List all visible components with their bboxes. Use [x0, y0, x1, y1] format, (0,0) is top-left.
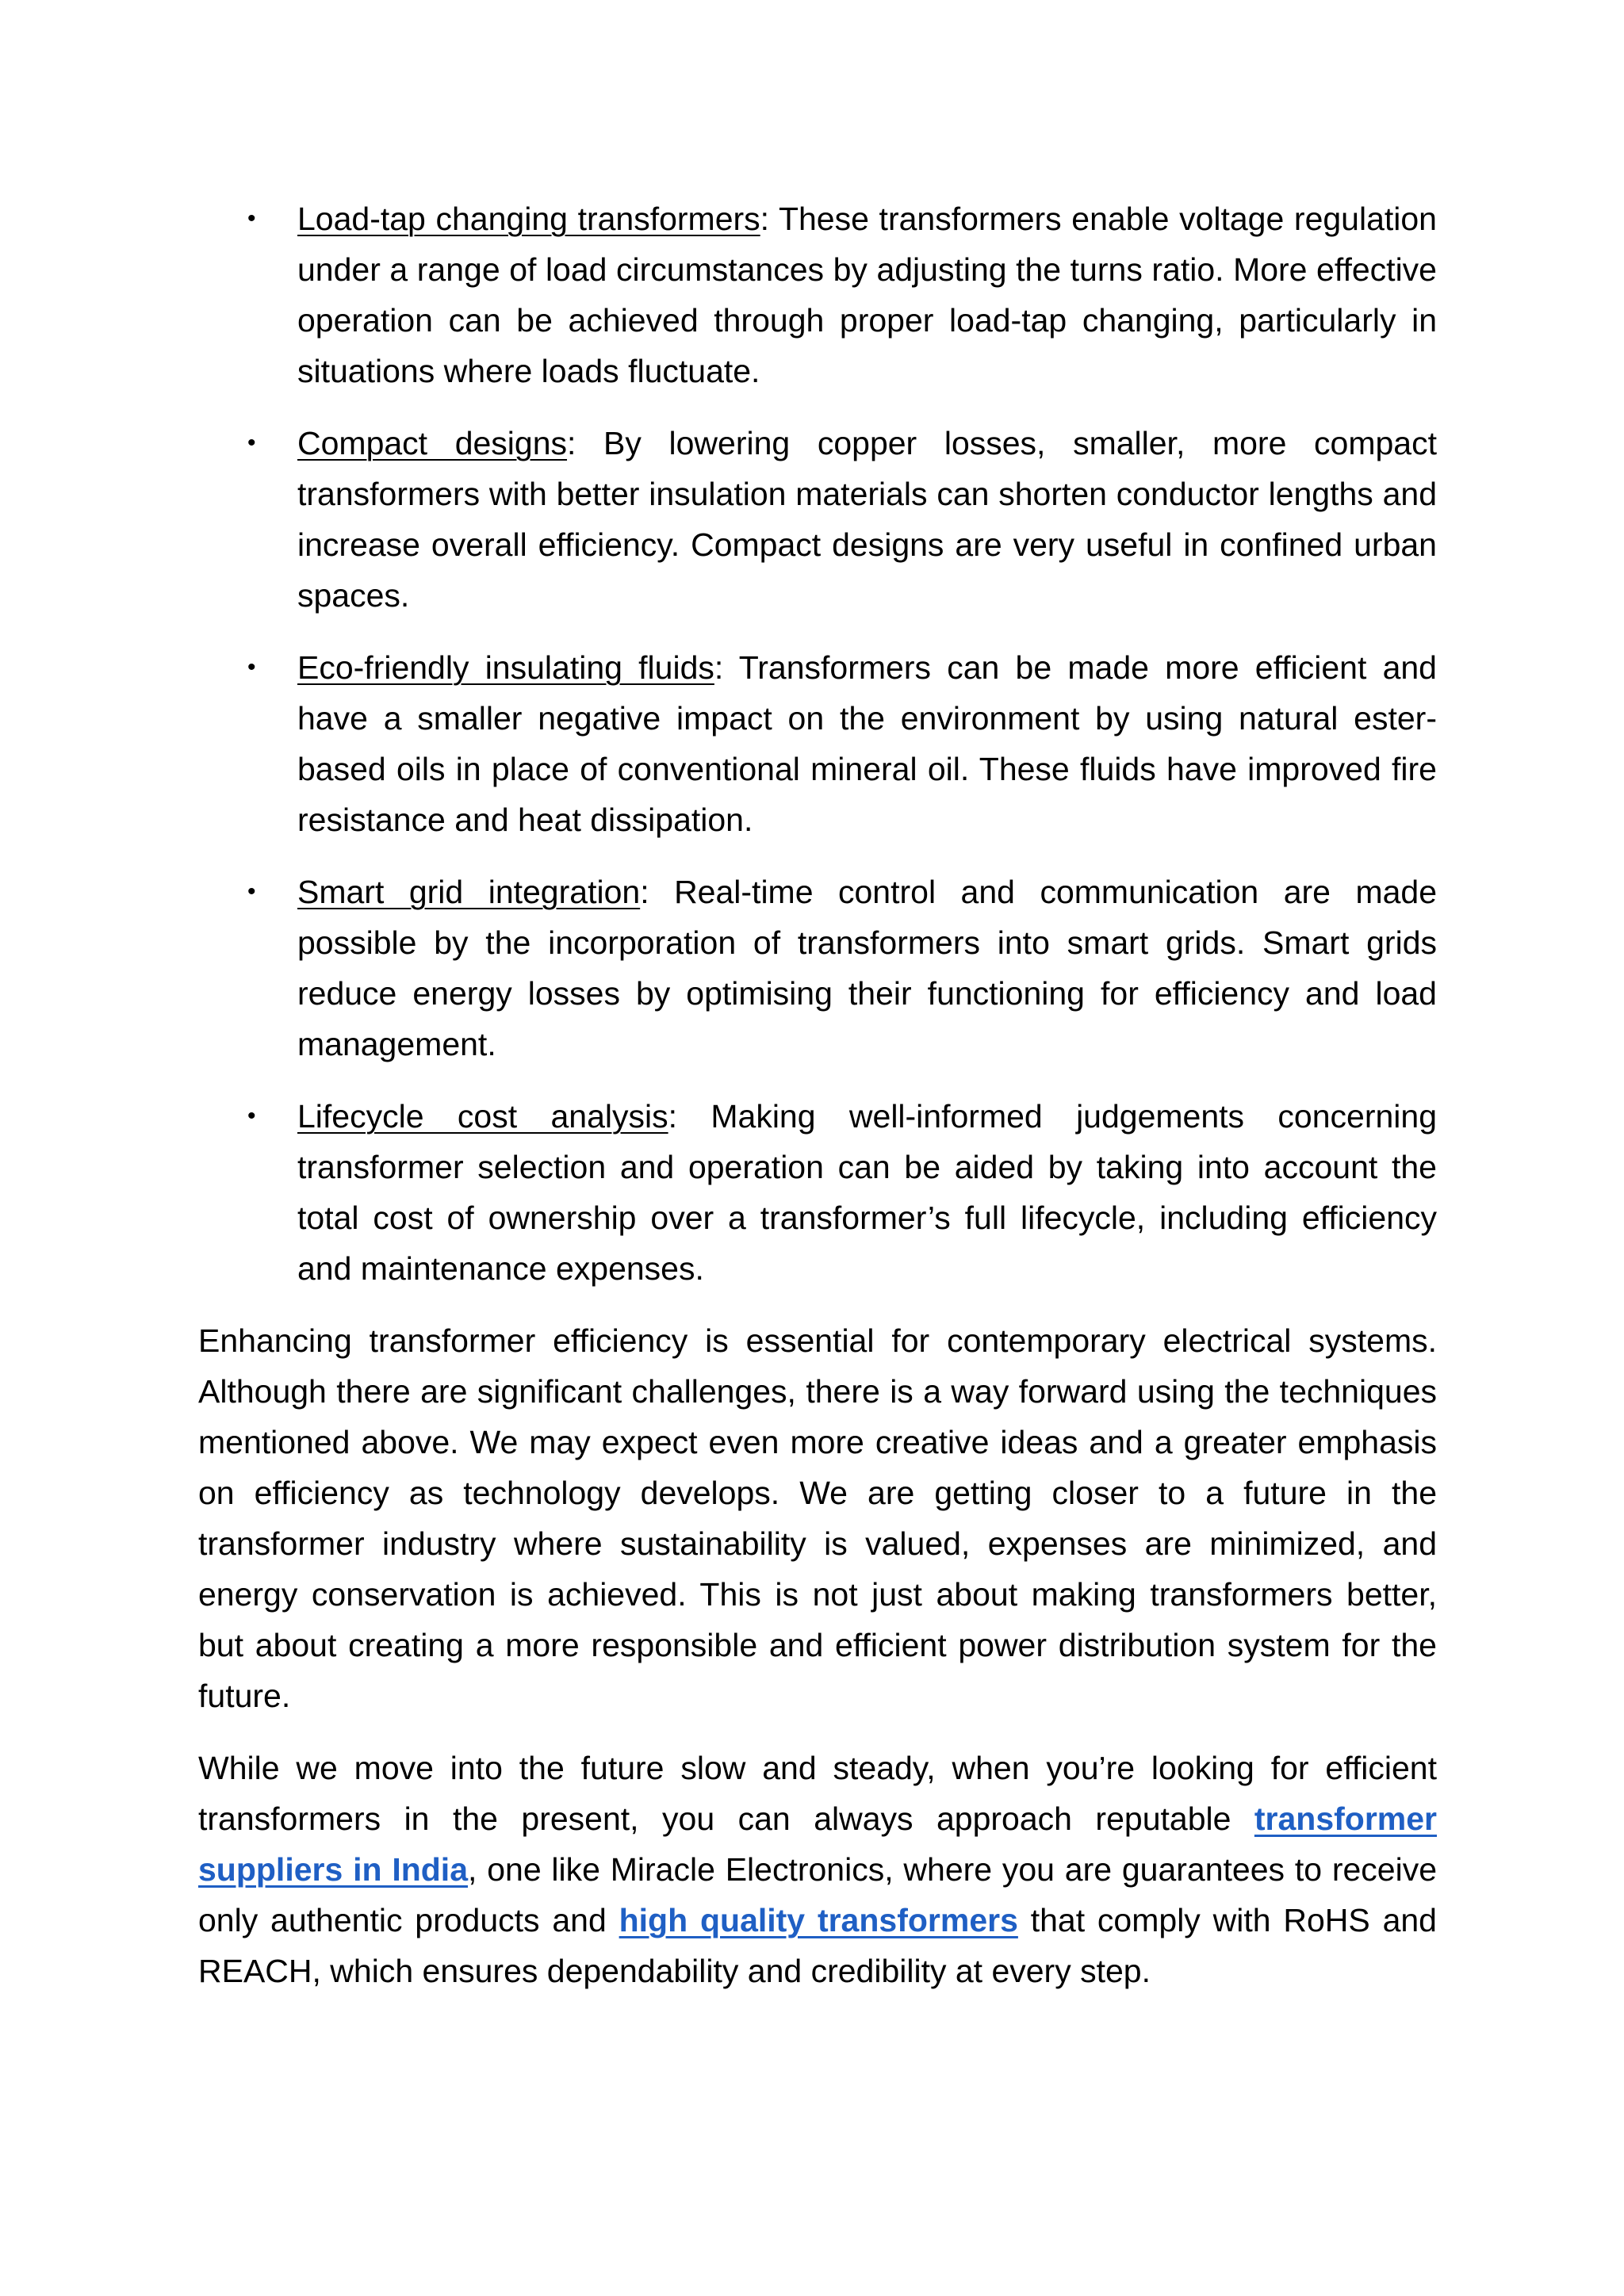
closing-text-2: , one like Miracle Electronics, where you are guarantees to receive only authentic products and [198, 1851, 1438, 1938]
list-item-term: Smart grid integration [297, 874, 641, 910]
conclusion-paragraph: Enhancing transformer efficiency is essential for contemporary electrical systems. Although there are significant challenges, there is a way forward using the techniques mentioned above. We may expect even more creative ideas and a greater emphasis on efficiency as technology develops. We are getting closer to a future in the transformer industry where sustainability is valued, expenses are minimized, and energy conservation is achieved. This is not just about making transformers better, but about creating a more responsible and efficient power distribution system for the future. [198, 1322, 1437, 1714]
bullet-icon: • [247, 1103, 256, 1129]
list-item-term: Load-tap changing transformers [297, 201, 760, 237]
list-item [198, 1091, 1437, 1294]
list-item-text: : Making well-informed judgements concerning transformer selection and operation can be aided by taking into account the total cost of ownership over a transformer’s full lifecycle, including efficiency and maintenance expenses. [297, 1098, 1437, 1287]
list-item [198, 193, 1437, 396]
list-item-term: Lifecycle cost analysis [297, 1098, 668, 1135]
bullet-icon: • [247, 654, 256, 680]
list-item [198, 418, 1437, 621]
list-item-term: Eco-friendly insulating fluids [297, 649, 714, 686]
closing-text-3: that comply with RoHS and REACH, which ensures dependability and credibility at every step. [198, 1902, 1437, 1989]
list-item-text: : Real-time control and communication are made possible by the incorporation of transformers into smart grids. Smart grids reduce energy losses by optimising their functioning for efficiency and load management. [297, 874, 1438, 1062]
bullet-icon: • [247, 430, 256, 456]
closing-paragraph [198, 1743, 1437, 1996]
high-quality-transformers-link[interactable]: high quality transformers [619, 1902, 1018, 1938]
technique-list [198, 193, 1437, 1294]
list-item-text: : These transformers enable voltage regulation under a range of load circumstances by adjusting the turns ratio. More effective operation can be achieved through proper load-tap changing, particularly in situations where loads fluctuate. [297, 201, 1437, 389]
transformer-suppliers-link[interactable]: transformer suppliers in India [198, 1800, 1437, 1888]
list-item [198, 642, 1437, 845]
list-item [198, 867, 1437, 1070]
list-item-text: : By lowering copper losses, smaller, more compact transformers with better insulation materials can shorten conductor lengths and increase overall efficiency. Compact designs are very useful in confined urban spaces. [297, 425, 1437, 614]
closing-text-1: While we move into the future slow and steady, when you’re looking for efficient transformers in the present, you can always approach reputable [198, 1750, 1437, 1837]
bullet-icon: • [247, 878, 256, 905]
bullet-icon: • [247, 205, 256, 232]
document-page [198, 193, 1437, 2018]
list-item-term: Compact designs [297, 425, 568, 461]
list-item-text: : Transformers can be made more efficient and have a smaller negative impact on the environment by using natural ester-based oils in place of conventional mineral oil. These fluids have improved fire resistance and heat dissipation. [297, 649, 1437, 838]
